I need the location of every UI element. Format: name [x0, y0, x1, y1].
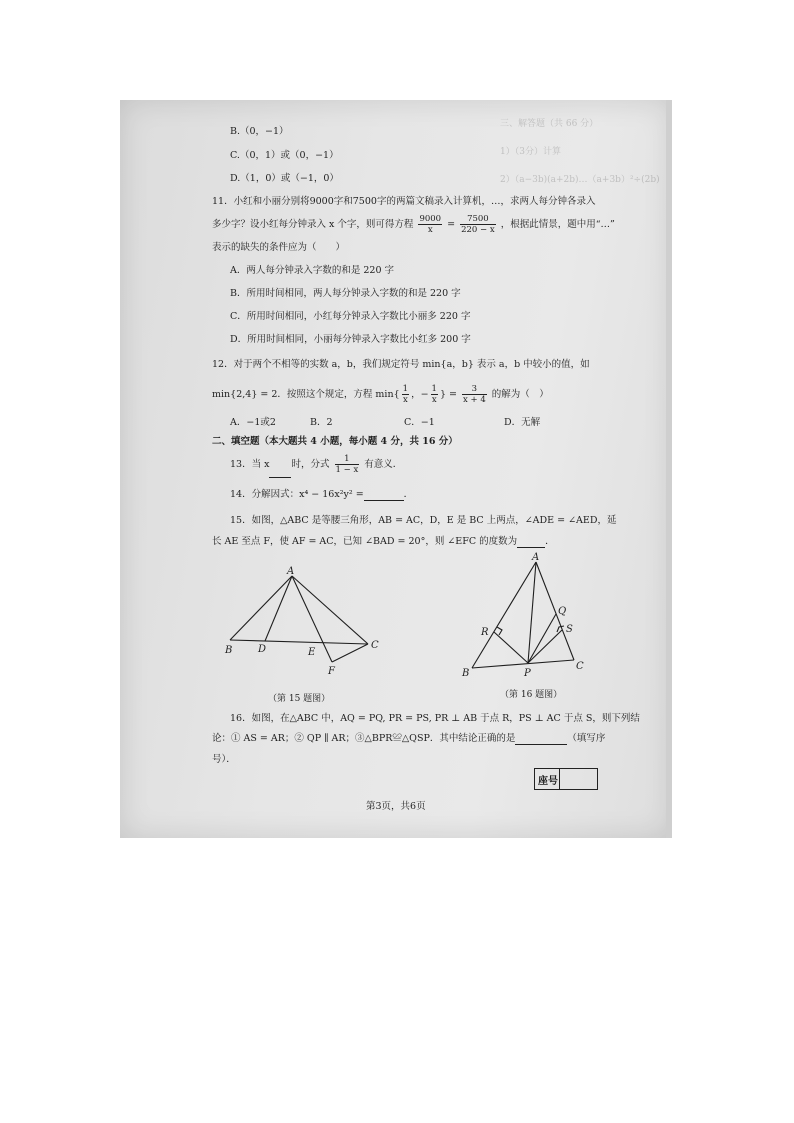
q15-line2-text: 长 AE 至点 F，使 AF = AC，已知 ∠BAD = 20°，则 ∠EFC 的度数为 — [212, 536, 518, 547]
q16-line2 — [212, 733, 605, 745]
segment-AC — [536, 562, 574, 660]
frac-num: 3 — [462, 384, 487, 395]
q16-line3: 号）． — [212, 754, 236, 765]
label-S: S — [566, 624, 573, 635]
q12-fraction-b — [431, 384, 438, 405]
q12-line2-post: 的解为（ ） — [491, 389, 549, 400]
frac-den: x — [402, 395, 408, 405]
q13-answer-blank[interactable] — [269, 468, 291, 478]
segment-FC — [332, 644, 368, 662]
q12-option-d: D．无解 — [504, 417, 541, 428]
q11-line2 — [212, 212, 615, 238]
q15-line2 — [212, 536, 555, 548]
segment-AP — [528, 562, 536, 663]
frac-den: x — [431, 395, 437, 405]
q15-post: ． — [545, 536, 555, 547]
label-Q: Q — [558, 606, 567, 617]
label-C: C — [576, 661, 584, 672]
q14 — [230, 489, 413, 501]
q11-option-b: B．所用时间相同，两人每分钟录入字数的和是 220 字 — [230, 288, 461, 299]
segment-AB — [230, 576, 292, 640]
q11-line3: 表示的缺失的条件应为（ ） — [212, 242, 346, 253]
q12-fraction-a — [402, 384, 409, 405]
q12-line2 — [212, 382, 549, 408]
figure-16-diagram — [460, 552, 600, 680]
frac-num: 1 — [335, 454, 360, 465]
frac-num: 1 — [402, 384, 409, 394]
q12-line1: 12．对于两个不相等的实数 a，b，我们规定符号 min{a，b} 表示 a，b 中较小的值，如 — [212, 359, 590, 370]
q12-close: } = — [439, 389, 457, 400]
label-C: C — [371, 640, 379, 651]
q11-option-c: C．所用时间相同，小红每分钟录入字数比小丽多 220 字 — [230, 311, 471, 322]
q16-line2-post: （填写序 — [567, 733, 606, 744]
frac-num: 7500 — [460, 214, 496, 225]
q15-answer-blank[interactable] — [517, 538, 545, 548]
option-d-prev: D.（1，0）或（−1，0） — [230, 173, 339, 184]
q16-answer-blank[interactable] — [515, 735, 567, 745]
label-B: B — [225, 645, 233, 656]
segment-BC — [230, 640, 368, 644]
equals-sign: = — [447, 219, 456, 230]
label-A: A — [532, 552, 540, 563]
seat-number-box[interactable] — [534, 768, 598, 790]
frac-den: x + 4 — [463, 395, 486, 405]
seat-number-label: 座号 — [538, 776, 558, 787]
figure-16-caption: （第 16 题图） — [500, 690, 563, 700]
q12-comma: ，− — [411, 389, 429, 400]
exam-page-photo — [120, 100, 672, 838]
q16-line2-pre: 论：① AS = AR；② QP ∥ AR；③△BPR≌△QSP．其中结论正确的是 — [212, 733, 516, 744]
segment-PR — [494, 632, 528, 663]
q13-pre: 13．当 x — [230, 459, 270, 470]
q15-line1: 15．如图，△ABC 是等腰三角形，AB = AC，D，E 是 BC 上两点，∠ADE = ∠AED，延 — [230, 515, 617, 526]
q13-mid: 时，分式 — [291, 459, 330, 470]
bleed-line: 2）（a−3b)(a+2b)…（a+3b）²÷(2b) — [500, 175, 660, 185]
figure-15-caption: （第 15 题图） — [268, 694, 331, 704]
segment-AC — [292, 576, 368, 644]
q13-post: 有意义． — [364, 459, 403, 470]
label-R: R — [481, 627, 489, 638]
option-c-prev: C.（0，1）或（0，−1） — [230, 150, 339, 161]
frac-den: 220 − x — [461, 225, 495, 235]
q11-option-d: D．所用时间相同，小丽每分钟录入字数比小红多 200 字 — [230, 334, 471, 345]
q13-fraction — [335, 454, 360, 475]
q11-line1: 11．小红和小丽分别将9000字和7500字的两篇文稿录入计算机，…，求两人每分钟各录入 — [212, 196, 596, 207]
label-E: E — [308, 647, 316, 658]
q11-line2-pre: 多少字？设小红每分钟录入 x 个字，则可得方程 — [212, 219, 414, 230]
frac-num: 9000 — [419, 214, 442, 224]
segment-BC — [472, 660, 574, 668]
option-b-prev: B.（0，−1） — [230, 126, 289, 137]
q11-line2-post: ，根据此情景，题中用“…” — [500, 219, 615, 230]
label-B: B — [462, 668, 470, 679]
q14-post: ． — [403, 489, 414, 500]
segment-AD — [265, 576, 292, 641]
frac-den: 1 − x — [335, 465, 359, 475]
q14-text: 14．分解因式：x⁴ − 16x²y² = — [230, 489, 364, 500]
label-A: A — [287, 566, 295, 577]
bleed-line: 1）（3分）计算 — [500, 147, 561, 157]
segment-AB — [472, 562, 536, 668]
q14-answer-blank[interactable] — [364, 491, 404, 501]
section-heading-fill-in: 二、填空题（本大题共 4 小题，每小题 4 分，共 16 分） — [212, 436, 458, 447]
q12-option-c: C．−1 — [404, 417, 435, 428]
q12-option-a: A．−1或2 — [230, 417, 276, 428]
q12-fraction-c — [462, 384, 487, 405]
q16-line1: 16．如图，在△ABC 中，AQ = PQ, PR = PS, PR ⊥ AB 于点 R，PS ⊥ AC 于点 S，则下列结 — [230, 713, 640, 724]
q11-fraction-1 — [418, 214, 442, 235]
label-P: P — [524, 668, 531, 679]
seat-box-divider — [559, 769, 560, 789]
q11-fraction-2 — [460, 214, 496, 235]
bleed-line: 三、解答题（共 66 分） — [500, 119, 599, 129]
right-angle-R — [497, 627, 502, 635]
frac-den: x — [427, 225, 433, 235]
q11-option-a: A．两人每分钟录入字数的和是 220 字 — [230, 265, 395, 276]
label-D: D — [258, 644, 267, 655]
label-F: F — [328, 666, 335, 677]
q12-option-b: B．2 — [310, 417, 333, 428]
frac-num: 1 — [431, 384, 437, 394]
page-footer: 第3页，共6页 — [366, 801, 426, 812]
segment-PQ — [528, 614, 556, 663]
q13 — [230, 452, 402, 478]
segment-PS — [528, 630, 562, 663]
figure-15-diagram — [220, 564, 390, 680]
q12-line2-pre: min{2,4} = 2．按照这个规定，方程 min{ — [212, 389, 400, 400]
